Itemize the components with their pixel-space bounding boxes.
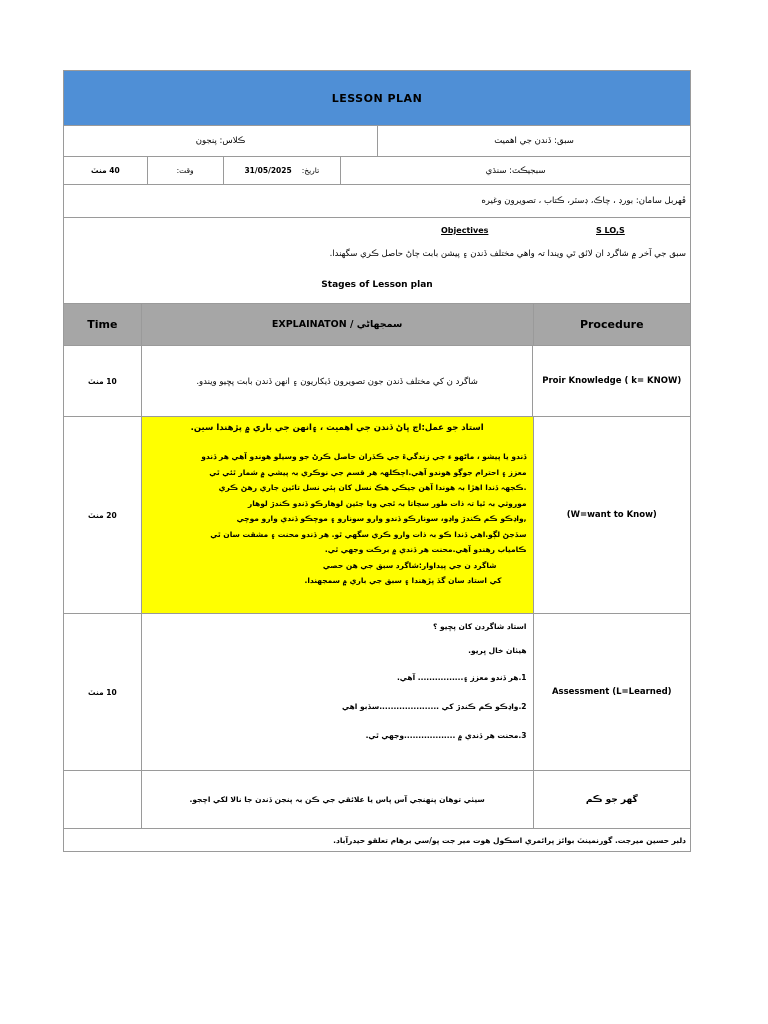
duration-cell <box>64 157 147 184</box>
time-label: وقت: <box>176 166 194 175</box>
subject-label: سبجيڪٽ: سنڌي <box>485 165 546 176</box>
want-teacher-line: استاد جو عمل:اڄ ڀاڻ ڏندن جي اهميت ، ۽انهن جي باري ۾ پڙهندا سين. <box>190 423 484 433</box>
table-row <box>64 771 690 829</box>
class-cell <box>64 126 377 156</box>
table-header-row <box>64 304 690 346</box>
objectives-heading: Objectives <box>441 226 489 235</box>
assessment-intro: استاد شاگردن کان پڇيو ؟ <box>433 622 527 631</box>
want-paragraph: ڏندو يا پيشو ، ماڻهو ء جي زندگيءَ جي ڪڏران حاصل ڪرڻ جو وسيلو هوندو آهي هر ڏندو معزز ۽ احترام جوڳو هوندو آهي.اڄڪلهہ هر قسم جي نوڪري بہ پيشي ۾ شمار ٿئي ٿي .ڪجهہ ڏندا اهڙا بہ هوندا آهن جيڪي هڪ نسل کان ٻئي نسل تائين جاري رهڻ ڪري موروثي بہ ٿيا تہ ذات طور سڃاتا بہ ٿجي ويا جئين لوهارڪو ڏندو ڪندڙ لوهار ,واڍڪو ڪم ڪندڙ واڍو، سونارڪو ڏندو وارو سونارو ۽ موچڪو ڏندي وارو موچي سڏجڻ لڳو.اهي ڏندا ڪو بہ ذات وارو ڪري سگهي ٿو. هر ڏندو محنت ۽ مشقت سان ٿي ڪامياب رهندو آهي.محنت هر ڏندي ۾ برڪت وجهي ٿي. شاگرد ن جي پيداوار:شاگرد سبق جي هن حصي کي استاد سان گڏ پڙهندا ۽ سبق جي باري ۾ سمجهندا. <box>201 452 527 585</box>
time-header: Time <box>87 318 118 331</box>
title-row <box>64 71 690 126</box>
objectives-text: سبق جي آخر ۾ شاگرد ان لائق ٿي ويندا تہ واهي مختلف ڏندن ۽ پيشن بابت ڄاڻ حاصل ڪري سگهندا. <box>329 249 686 259</box>
want-procedure: (W=want to Know) <box>533 417 690 613</box>
lesson-class-row <box>64 126 690 157</box>
duration-value: 40 منٽ <box>91 166 120 175</box>
homework-procedure: گهر جو ڪم <box>533 771 691 828</box>
table-row <box>64 614 690 771</box>
prior-time: 10 منٽ <box>88 376 117 386</box>
materials-text: ڦهربل سامان: بورڊ ، چاڪ، ڊسٽر، ڪتاب ، تصويرون وغيره <box>481 196 686 206</box>
table-row <box>64 346 690 417</box>
footer-text: دلبر حسين ميرجت. گورنمينٽ بوائز پرائمري اسڪول هوت مير جت پو/سي برهام تعلقو حيدرآباد. <box>333 835 686 845</box>
assessment-explanation <box>141 614 533 770</box>
table-row <box>64 417 690 614</box>
want-explanation <box>141 417 533 613</box>
assessment-q1: 1.هر ڏندو معزز ۽................ آهي. <box>396 673 527 682</box>
stages-heading: Stages of Lesson plan <box>321 280 433 290</box>
time-cell <box>147 157 223 184</box>
date-label: تاريخ: <box>301 166 320 175</box>
homework-time <box>64 771 141 828</box>
explanation-header: EXPLAINATON / سمجهاڻي <box>141 304 533 345</box>
objectives-row <box>64 218 690 304</box>
class-label: ڪلاس: پنجون <box>195 136 246 146</box>
materials-row <box>64 185 690 218</box>
want-time: 20 منٽ <box>88 510 117 520</box>
date-value: 31/05/2025 <box>244 166 292 175</box>
footer-row <box>64 829 690 851</box>
assessment-q2: 2.واڍڪو ڪم ڪندڙ کي .....................سڏبو اهي <box>342 702 527 711</box>
lesson-cell <box>377 126 690 156</box>
assessment-procedure: Assessment (L=Learned) <box>533 614 690 770</box>
date-cell <box>223 157 341 184</box>
slos-heading: S LO,S <box>596 226 625 235</box>
procedure-header: Procedure <box>533 304 691 345</box>
assessment-time: 10 منٽ <box>88 687 117 697</box>
page-title: LESSON PLAN <box>331 91 423 105</box>
assessment-fill: هيٺان خال ڀريو. <box>468 646 527 655</box>
subject-row <box>64 157 690 185</box>
lesson-label: سبق: ڏندن جي اهميت <box>494 136 574 146</box>
homework-explanation: سيٺي توهان پنهنجي آس پاس يا علائقي جي ڪن بہ پنجن ڏندن جا نالا لکي اچجو. <box>141 771 533 828</box>
prior-procedure: Proir Knowledge ( k= KNOW) <box>532 346 690 416</box>
lesson-plan-table <box>63 70 691 852</box>
assessment-q3: 3.محنت هر ڏندي ۾ ..................وجهي ٿي. <box>365 731 527 740</box>
subject-cell <box>340 157 690 184</box>
prior-explanation: شاگرد ن کي مختلف ڏندن جون تصويرون ڏيکاريون ۽ انهن ڏندن بابت پڇيو ويندو. <box>141 346 533 416</box>
